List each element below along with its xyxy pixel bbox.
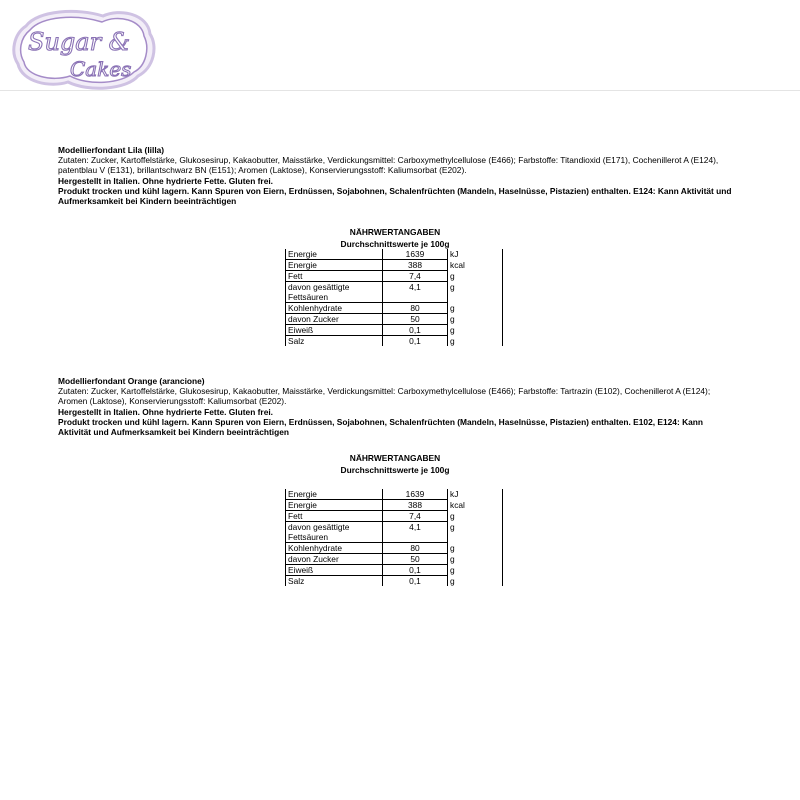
nutrient-value: 388 xyxy=(383,260,448,271)
nutrition-table-orange xyxy=(285,489,503,586)
nutrition-title: NÄHRWERTANGABEN xyxy=(349,453,441,463)
logo-line2: Cakes xyxy=(70,57,132,81)
nutrient-name: Energie xyxy=(286,500,383,511)
table-row xyxy=(286,489,503,500)
nutrition-subtitle: Durchschnittswerte je 100g xyxy=(340,465,450,475)
nutrient-value: 0,1 xyxy=(383,565,448,576)
nutrient-unit: kJ xyxy=(448,489,503,500)
nutrient-unit: g xyxy=(448,336,503,347)
table-row xyxy=(286,543,503,554)
logo-line1: Sugar & xyxy=(28,28,131,56)
nutrient-name: Salz xyxy=(286,576,383,587)
nutrient-name: davon Zucker xyxy=(286,554,383,565)
nutrient-value: 50 xyxy=(383,314,448,325)
nutrient-name: Fett xyxy=(286,271,383,282)
nutrient-value: 7,4 xyxy=(383,271,448,282)
nutrition-title: NÄHRWERTANGABEN xyxy=(349,227,441,237)
nutrient-unit: g xyxy=(448,314,503,325)
nutrient-value: 0,1 xyxy=(383,576,448,587)
nutrient-unit: g xyxy=(448,522,503,543)
sugar-and-cakes-logo[interactable] xyxy=(8,6,158,94)
table-row xyxy=(286,260,503,271)
table-row xyxy=(286,511,503,522)
nutrient-unit: g xyxy=(448,271,503,282)
product-lila xyxy=(58,145,738,206)
nutrient-unit: g xyxy=(448,554,503,565)
nutrient-value: 80 xyxy=(383,543,448,554)
nutrient-unit: g xyxy=(448,303,503,314)
nutrition-header-lila xyxy=(245,226,545,250)
nutrient-value: 50 xyxy=(383,554,448,565)
table-row xyxy=(286,325,503,336)
table-row xyxy=(286,303,503,314)
nutrient-name: Fett xyxy=(286,511,383,522)
nutrient-name: Eiweiß xyxy=(286,325,383,336)
table-row xyxy=(286,336,503,347)
nutrient-unit: g xyxy=(448,511,503,522)
table-row xyxy=(286,565,503,576)
product-ingredients: Zutaten: Zucker, Kartoffelstärke, Glukosesirup, Kakaobutter, Maisstärke, Verdickungsmittel: Carboxymethylcellulose (E466); Farbstoffe: Titandioxid (E171), Cochenillerot A (E124), patentblau V (E131), brillantschwarz BN (E151); Aromen (Laktose), Konservierungsstoff: Kaliumsorbat (E202). xyxy=(58,155,719,176)
nutrient-name: Eiweiß xyxy=(286,565,383,576)
table-row xyxy=(286,576,503,587)
nutrient-unit: kcal xyxy=(448,500,503,511)
nutrient-value: 1639 xyxy=(383,489,448,500)
table-row xyxy=(286,554,503,565)
nutrient-unit: g xyxy=(448,282,503,303)
nutrient-name: davon gesättigte Fettsäuren xyxy=(286,282,383,303)
nutrient-name: Salz xyxy=(286,336,383,347)
nutrient-value: 4,1 xyxy=(383,282,448,303)
nutrient-unit: g xyxy=(448,576,503,587)
nutrient-name: Energie xyxy=(286,260,383,271)
table-row xyxy=(286,282,503,303)
nutrient-unit: g xyxy=(448,565,503,576)
nutrition-header-orange xyxy=(245,452,545,476)
nutrient-value: 4,1 xyxy=(383,522,448,543)
product-orange xyxy=(58,376,738,437)
nutrient-value: 0,1 xyxy=(383,336,448,347)
table-row xyxy=(286,271,503,282)
product-ingredients: Zutaten: Zucker, Kartoffelstärke, Glukosesirup, Kakaobutter, Maisstärke, Verdickungsmittel: Carboxymethylcellulose (E466); Farbstoffe: Tartrazin (E102), Cochenillerot A (E124); Aromen (Laktose), Konservierungsstoff: Kaliumsorbat (E202). xyxy=(58,386,711,407)
table-row xyxy=(286,500,503,511)
table-row xyxy=(286,522,503,543)
nutrient-value: 7,4 xyxy=(383,511,448,522)
table-row xyxy=(286,314,503,325)
nutrition-subtitle: Durchschnittswerte je 100g xyxy=(340,239,450,249)
product-origin: Hergestellt in Italien. Ohne hydrierte Fette. Gluten frei. xyxy=(58,406,274,417)
nutrient-name: Kohlenhydrate xyxy=(286,303,383,314)
nutrient-name: Energie xyxy=(286,489,383,500)
nutrition-table-lila xyxy=(285,249,503,346)
nutrient-unit: kJ xyxy=(448,249,503,260)
table-row xyxy=(286,249,503,260)
nutrient-unit: g xyxy=(448,325,503,336)
nutrient-name: davon gesättigte Fettsäuren xyxy=(286,522,383,543)
nutrient-value: 388 xyxy=(383,500,448,511)
nutrient-value: 80 xyxy=(383,303,448,314)
nutrient-name: Kohlenhydrate xyxy=(286,543,383,554)
product-storage: Produkt trocken und kühl lagern. Kann Spuren von Eiern, Erdnüssen, Sojabohnen, Schalenfrüchten (Mandeln, Haselnüsse, Pistazien) enthalten. E102, E124: Kann Aktivität und Aufmerksamkeit bei Kindern beeinträchtigen xyxy=(58,416,704,438)
nutrient-value: 1639 xyxy=(383,249,448,260)
nutrient-name: davon Zucker xyxy=(286,314,383,325)
product-origin: Hergestellt in Italien. Ohne hydrierte Fette. Gluten frei. xyxy=(58,175,274,186)
product-title: Modellierfondant Lila (lilla) xyxy=(58,145,165,155)
header-divider xyxy=(0,90,800,91)
nutrient-unit: g xyxy=(448,543,503,554)
product-title: Modellierfondant Orange (arancione) xyxy=(58,376,205,386)
nutrient-name: Energie xyxy=(286,249,383,260)
product-storage: Produkt trocken und kühl lagern. Kann Spuren von Eiern, Erdnüssen, Sojabohnen, Schalenfrüchten (Mandeln, Haselnüsse, Pistazien) enthalten. E124: Kann Aktivität und Aufmerksamkeit bei Kindern beeinträchtigen xyxy=(58,185,732,207)
nutrient-value: 0,1 xyxy=(383,325,448,336)
nutrient-unit: kcal xyxy=(448,260,503,271)
